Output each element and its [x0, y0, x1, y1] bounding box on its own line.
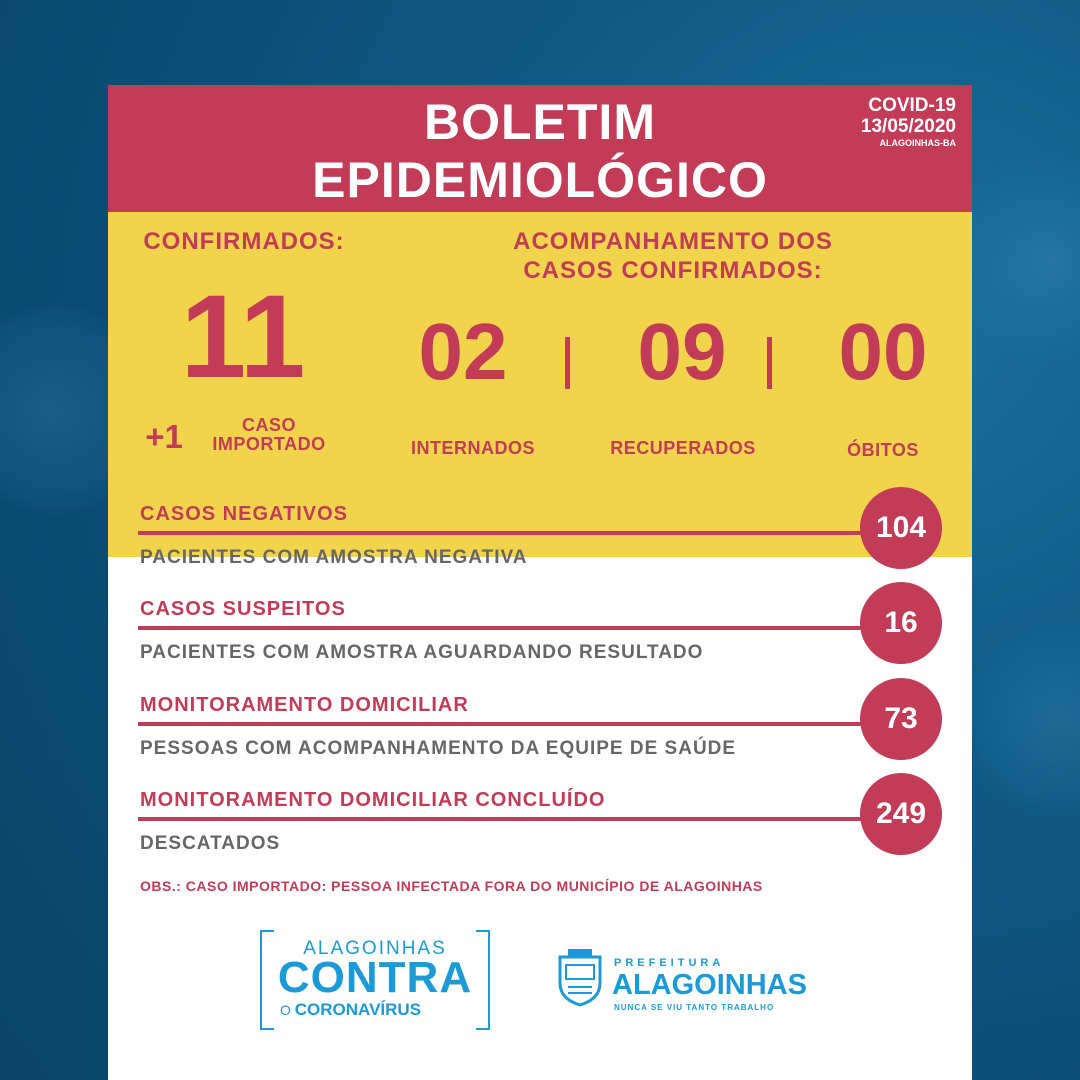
- row-line: [138, 817, 878, 821]
- city-crest-icon: [554, 947, 606, 1009]
- stat-row-suspected: [108, 598, 972, 678]
- prefeitura-slogan: NUNCA SE VIU TANTO TRABALHO: [614, 1003, 775, 1012]
- campaign-contra: CONTRA: [277, 953, 473, 1002]
- row-subtitle: PESSOAS COM ACOMPANHAMENTO DA EQUIPE DE SAÚDE: [140, 738, 737, 759]
- covid-label: COVID-19: [868, 95, 956, 116]
- recovered-label: RECUPERADOS: [610, 438, 756, 458]
- row-value-badge: 249: [860, 773, 942, 855]
- title-line-1: BOLETIM: [424, 94, 656, 150]
- stat-row-negative: [108, 503, 972, 583]
- tracking-label-line-1: ACOMPANHAMENTO DOS: [513, 228, 833, 255]
- row-line: [138, 531, 878, 535]
- stat-row-monitoring-completed: [108, 789, 972, 869]
- prefeitura-city: ALAGOINHAS: [612, 969, 807, 1001]
- row-line: [138, 722, 878, 726]
- separator: [565, 337, 570, 389]
- city-label: ALAGOINHAS-BA: [879, 138, 956, 148]
- bulletin-header: [108, 85, 972, 212]
- row-title: MONITORAMENTO DOMICILIAR: [140, 694, 469, 716]
- row-value-badge: 104: [860, 487, 942, 569]
- row-subtitle: PACIENTES COM AMOSTRA NEGATIVA: [140, 547, 528, 568]
- campaign-logo: [260, 930, 490, 1026]
- campaign-coronavirus: [280, 1000, 421, 1020]
- row-line: [138, 626, 878, 630]
- background-virus-decoration: [960, 620, 1080, 820]
- campaign-city: ALAGOINHAS: [303, 938, 447, 959]
- row-subtitle: PACIENTES COM AMOSTRA AGUARDANDO RESULTADO: [140, 642, 704, 663]
- bulletin-card: [108, 85, 972, 1080]
- row-title: CASOS SUSPEITOS: [140, 598, 346, 620]
- prefeitura-logo: [554, 947, 807, 1017]
- hospitalized-label: INTERNADOS: [410, 438, 535, 458]
- deaths-value: 00: [838, 307, 928, 396]
- footnote: OBS.: CASO IMPORTADO: PESSOA INFECTADA FORA DO MUNICÍPIO DE ALAGOINHAS: [140, 878, 763, 894]
- row-title: CASOS NEGATIVOS: [140, 503, 348, 525]
- tracking-label: [438, 227, 908, 285]
- covid-meta: [861, 95, 956, 149]
- campaign-o: O: [280, 1002, 291, 1018]
- imported-label: [194, 416, 344, 454]
- recovered-value: 09: [637, 307, 727, 396]
- separator: [767, 337, 772, 389]
- bulletin-date: 13/05/2020: [860, 116, 956, 137]
- row-value-badge: 16: [860, 582, 942, 664]
- tracking-label-line-2: CASOS CONFIRMADOS:: [523, 257, 823, 284]
- confirmed-value: 11: [180, 271, 306, 403]
- imported-label-line-2: IMPORTADO: [212, 434, 326, 454]
- bulletin-title: [108, 93, 972, 209]
- row-subtitle: DESCATADOS: [140, 833, 281, 854]
- prefeitura-label: PREFEITURA: [614, 957, 725, 969]
- row-title: MONITORAMENTO DOMICILIAR CONCLUÍDO: [140, 789, 606, 811]
- imported-count: +1: [145, 418, 183, 455]
- deaths-label: ÓBITOS: [847, 440, 919, 460]
- campaign-coronavirus-word: CORONAVÍRUS: [294, 1000, 422, 1019]
- stat-row-home-monitoring: [108, 694, 972, 774]
- title-line-2: EPIDEMIOLÓGICO: [312, 152, 768, 208]
- confirmed-label: CONFIRMADOS:: [143, 228, 345, 255]
- imported-label-line-1: CASO: [241, 415, 296, 435]
- row-value-badge: 73: [860, 678, 942, 760]
- hospitalized-value: 02: [418, 307, 508, 396]
